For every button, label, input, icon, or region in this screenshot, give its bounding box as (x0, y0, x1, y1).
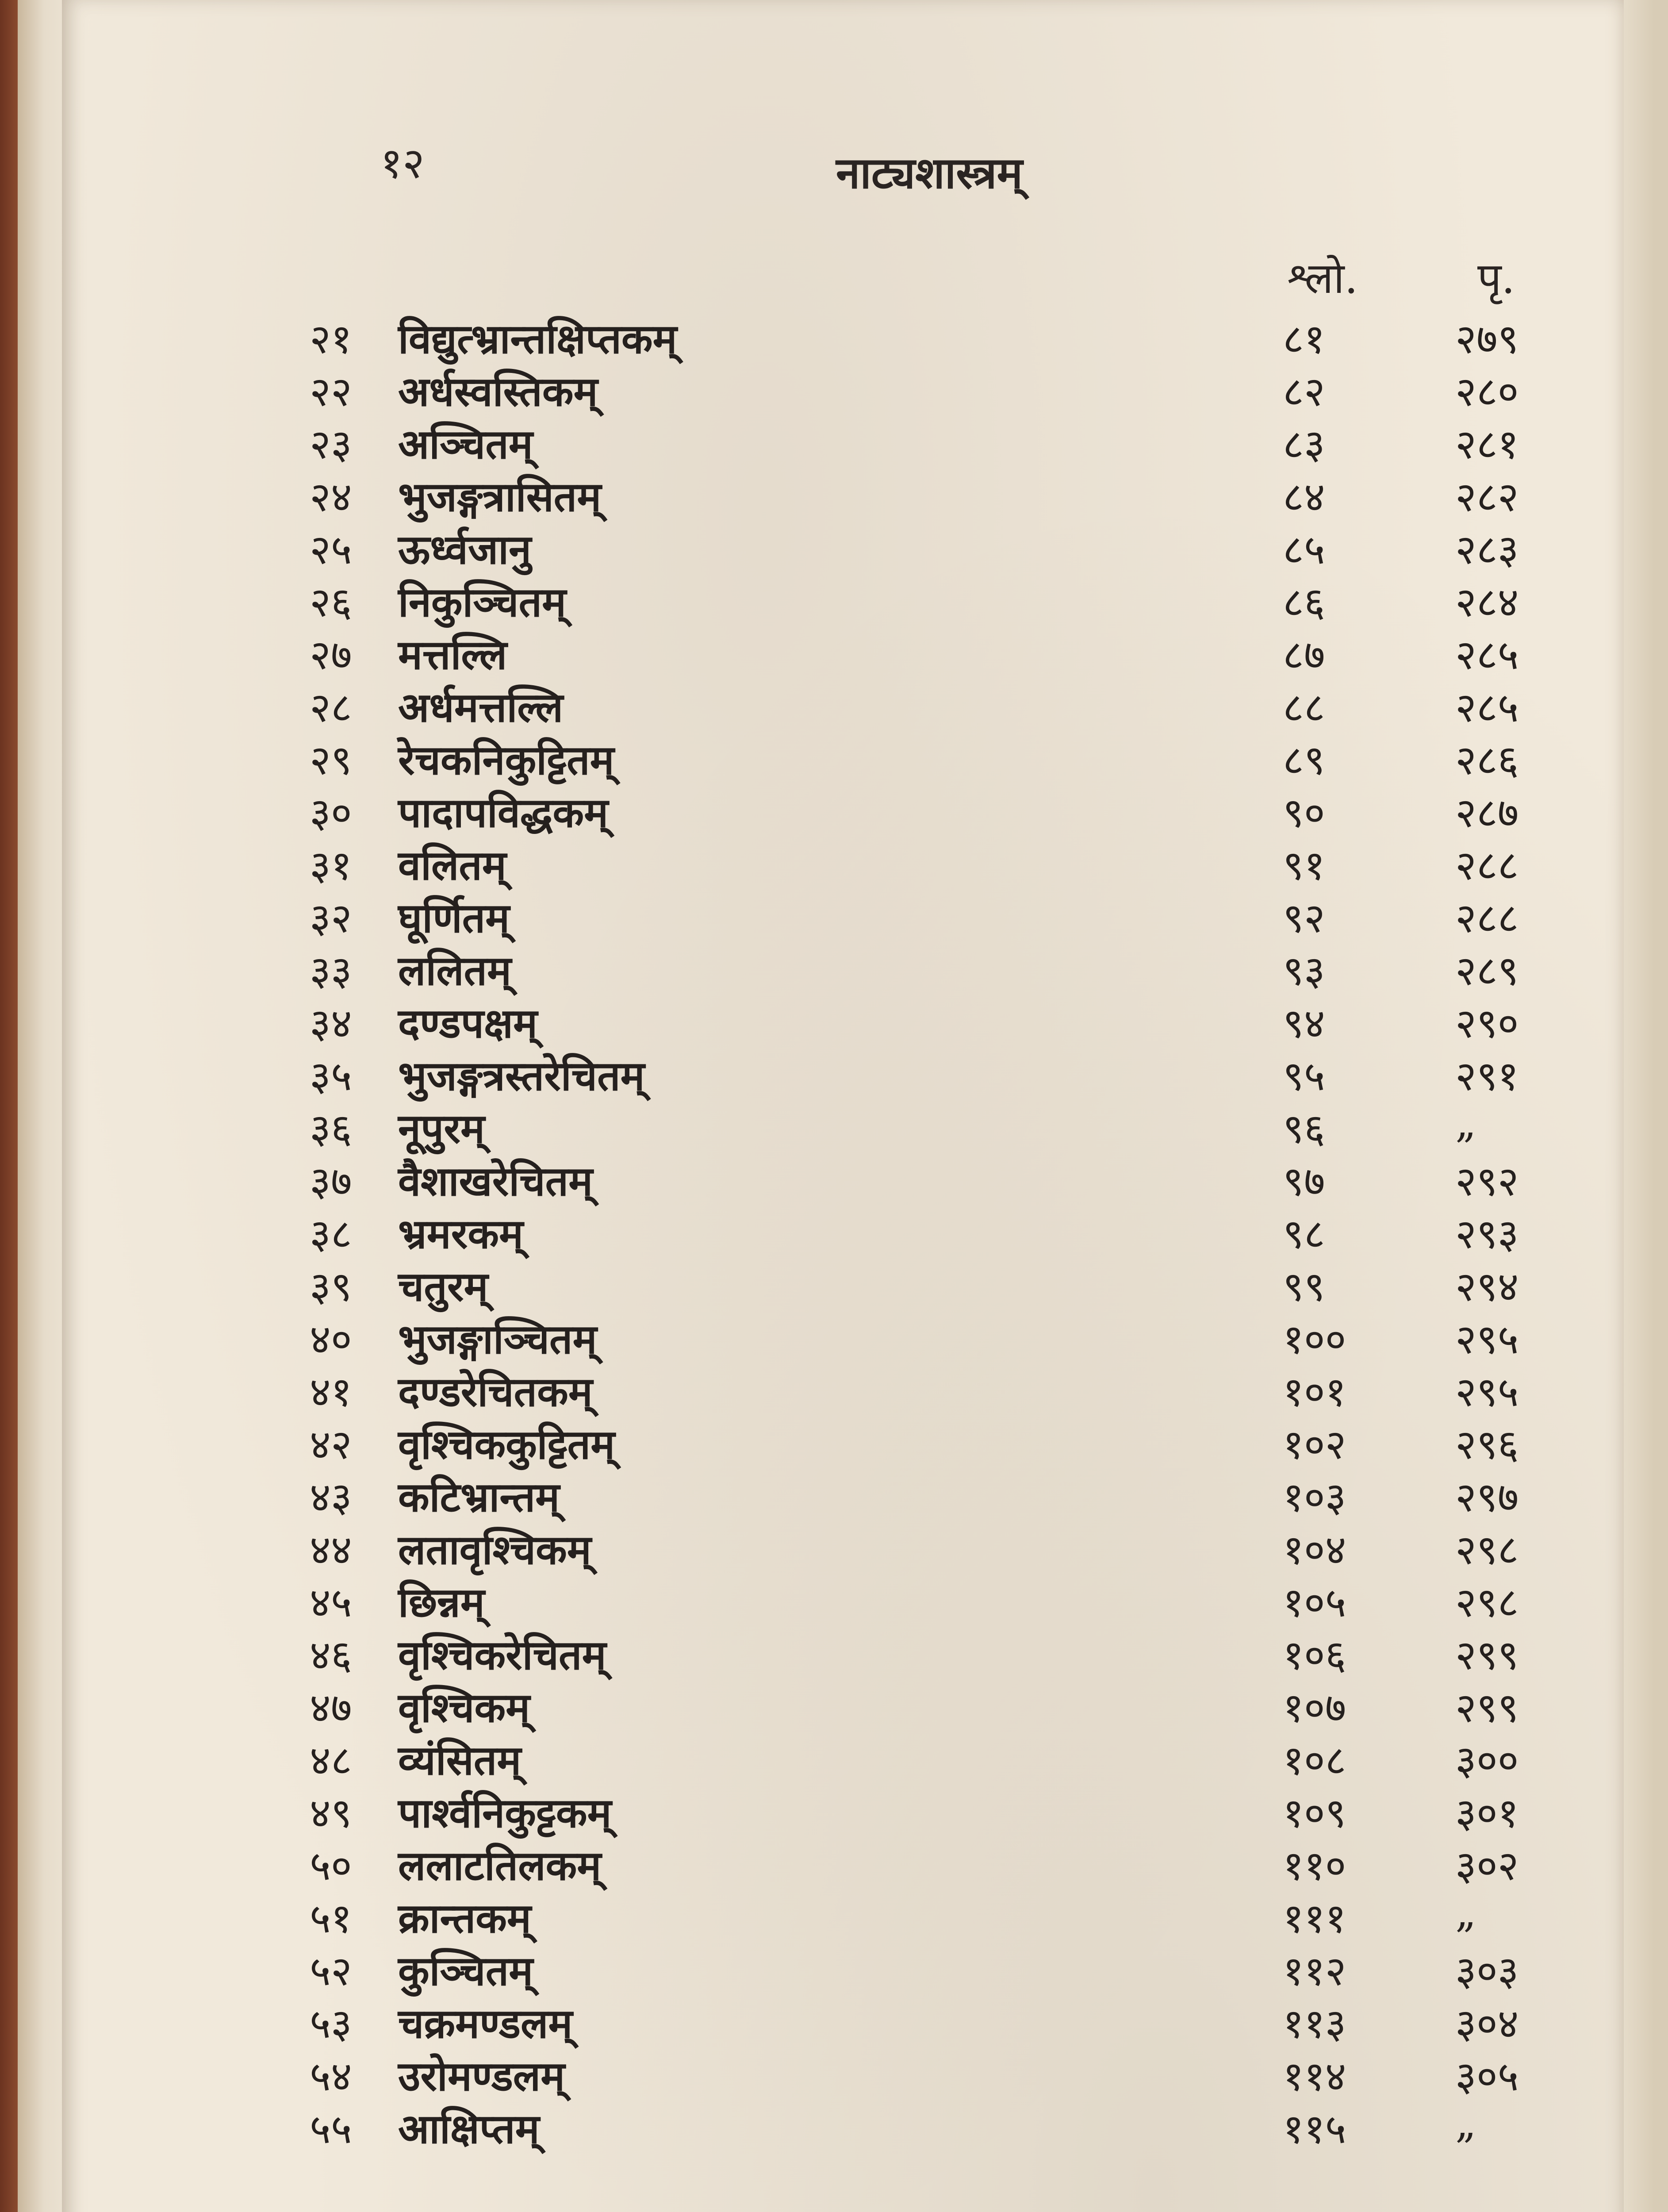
entry-shloka: ११४ (1283, 2053, 1346, 2100)
contents-row (62, 2047, 1624, 2099)
contents-row (62, 1573, 1624, 1625)
entry-shloka: ९० (1283, 789, 1325, 837)
entry-number: ३१ (310, 842, 352, 889)
entry-page: २९८ (1455, 1579, 1519, 1626)
entry-page: ३०२ (1455, 1842, 1519, 1889)
entry-name: ललाटतिलकम् (398, 1842, 602, 1889)
entry-number: ४८ (310, 1737, 352, 1784)
entry-number: ४९ (310, 1790, 352, 1837)
entry-shloka: ८१ (1283, 315, 1325, 363)
contents-row (62, 573, 1624, 625)
entry-shloka: १०२ (1283, 1421, 1346, 1468)
entry-name: दण्डरेचितकम् (398, 1368, 593, 1416)
contents-row (62, 1152, 1624, 1204)
entry-shloka: ११२ (1283, 1947, 1346, 1995)
entry-number: ३६ (310, 1105, 352, 1152)
entry-shloka: ९६ (1283, 1105, 1325, 1152)
entry-page: २९५ (1455, 1368, 1519, 1416)
entry-name: कुञ्चितम् (398, 1947, 533, 1995)
entry-shloka: १०० (1283, 1316, 1346, 1363)
entry-name: वृश्चिकरेचितम् (398, 1631, 606, 1679)
entry-number: ४० (310, 1316, 352, 1363)
contents-row (62, 1415, 1624, 1467)
entry-number: ४४ (310, 1526, 352, 1574)
entry-name: व्यंसितम् (398, 1736, 521, 1784)
contents-row (62, 1889, 1624, 1941)
entry-name: घूर्णितम् (398, 894, 510, 942)
contents-row (62, 415, 1624, 467)
entry-number: ४६ (310, 1632, 352, 1679)
entry-page: २९३ (1455, 1210, 1519, 1258)
entry-name: ललितम् (398, 947, 512, 995)
entry-number: २३ (310, 421, 352, 468)
contents-row (62, 1099, 1624, 1152)
entry-name: पादापविद्धकम् (398, 789, 609, 837)
entry-number: ५४ (310, 2053, 352, 2100)
entry-page: २८२ (1455, 473, 1519, 521)
entry-page: ३०५ (1455, 2053, 1519, 2100)
entry-name: छिन्नम् (398, 1578, 485, 1626)
entry-shloka: ११० (1283, 1842, 1346, 1889)
entry-name: पार्श्वनिकुट्टकम् (398, 1789, 612, 1837)
contents-row (62, 1626, 1624, 1678)
entry-name: क्रान्तकम् (398, 1894, 531, 1942)
entry-number: २१ (310, 315, 352, 363)
contents-row (62, 1731, 1624, 1783)
contents-row (62, 1310, 1624, 1362)
contents-row (62, 731, 1624, 783)
entry-number: ३९ (310, 1263, 352, 1310)
contents-row (62, 2100, 1624, 2152)
entry-name: भुजङ्गत्रस्तरेचितम् (398, 1052, 645, 1100)
entry-number: २९ (310, 737, 352, 784)
entry-name: विद्युत्भ्रान्तक्षिप्तकम् (398, 315, 677, 363)
entry-number: ५१ (310, 1895, 352, 1942)
entry-name: अर्धस्वस्तिकम् (398, 368, 598, 415)
running-title: नाट्यशास्त्रम् (836, 148, 1023, 199)
entry-name: भुजङ्गाञ्चितम् (398, 1315, 597, 1363)
entry-shloka: ९४ (1283, 1000, 1325, 1047)
entry-number: २६ (310, 579, 352, 626)
contents-row (62, 1205, 1624, 1257)
entry-name: अर्धमत्तल्लि (398, 684, 564, 731)
entry-page: ३०३ (1455, 1947, 1519, 1995)
entry-number: ३७ (310, 1158, 352, 1205)
entry-name: दण्डपक्षम् (398, 999, 538, 1047)
entry-name: निकुञ्चितम् (398, 578, 567, 626)
entry-page: „ (1455, 1099, 1476, 1147)
entry-page: „ (1455, 2100, 1476, 2147)
contents-row (62, 889, 1624, 941)
entry-shloka: ९८ (1283, 1210, 1325, 1258)
contents-row (62, 783, 1624, 836)
entry-number: ३० (310, 789, 352, 837)
contents-row (62, 1678, 1624, 1731)
entry-page: २८५ (1455, 631, 1519, 679)
contents-row (62, 941, 1624, 994)
entry-shloka: ८५ (1283, 526, 1325, 573)
entry-page: २८४ (1455, 579, 1519, 626)
contents-row (62, 1836, 1624, 1889)
entry-shloka: १०१ (1283, 1368, 1346, 1416)
entry-shloka: १०४ (1283, 1526, 1346, 1574)
entry-number: ४३ (310, 1474, 352, 1521)
entry-name: वृश्चिककुट्टितम् (398, 1421, 615, 1468)
entry-shloka: ९९ (1283, 1263, 1325, 1310)
entry-number: ३५ (310, 1052, 352, 1100)
entry-page: २९२ (1455, 1158, 1519, 1205)
entry-page: २८८ (1455, 842, 1519, 889)
entry-number: ५० (310, 1842, 352, 1889)
entry-number: २७ (310, 631, 352, 679)
entry-shloka: ९५ (1283, 1052, 1325, 1100)
entry-page: २८१ (1455, 421, 1519, 468)
entry-number: ३२ (310, 895, 352, 942)
entry-shloka: १०९ (1283, 1790, 1346, 1837)
entry-name: चतुरम् (398, 1263, 488, 1310)
entry-name: वृश्चिकम् (398, 1684, 530, 1732)
entry-shloka: ९१ (1283, 842, 1325, 889)
entry-page: २९९ (1455, 1684, 1519, 1732)
entry-number: ५३ (310, 2000, 352, 2047)
contents-row (62, 362, 1624, 415)
entry-name: मत्तल्लि (398, 631, 507, 679)
entry-page: २८८ (1455, 895, 1519, 942)
entry-page: २९५ (1455, 1316, 1519, 1363)
book-page (62, 0, 1624, 2212)
entry-number: २२ (310, 368, 352, 415)
entry-number: ४७ (310, 1684, 352, 1732)
entry-name: उरोमण्डलम् (398, 2052, 565, 2100)
entry-page: २९० (1455, 1000, 1519, 1047)
entry-page: २९८ (1455, 1526, 1519, 1574)
contents-row (62, 1942, 1624, 1994)
entry-page: २९४ (1455, 1263, 1519, 1310)
entry-shloka: ९२ (1283, 895, 1325, 942)
entry-name: वैशाखरेचितम् (398, 1157, 593, 1205)
entry-name: अञ्चितम् (398, 420, 533, 468)
contents-row (62, 310, 1624, 362)
entry-shloka: ८९ (1283, 737, 1325, 784)
entry-name: भुजङ्गत्रासितम् (398, 473, 602, 521)
contents-row (62, 520, 1624, 572)
entry-number: ३३ (310, 947, 352, 995)
entry-page: २९९ (1455, 1632, 1519, 1679)
entry-page: २७९ (1455, 315, 1519, 363)
entry-number: २४ (310, 473, 352, 521)
entry-name: कटिभ्रान्तम् (398, 1473, 560, 1521)
entry-number: ३४ (310, 1000, 352, 1047)
contents-row (62, 1468, 1624, 1520)
contents-row (62, 994, 1624, 1046)
entry-page: ३०० (1455, 1737, 1519, 1784)
entry-page: २९६ (1455, 1421, 1519, 1468)
entry-shloka: १०८ (1283, 1737, 1346, 1784)
entry-name: रेचकनिकुट्टितम् (398, 736, 614, 784)
entry-shloka: १०५ (1283, 1579, 1346, 1626)
entry-shloka: ८२ (1283, 368, 1325, 415)
contents-row (62, 626, 1624, 678)
entry-page: २९७ (1455, 1474, 1519, 1521)
entry-number: २८ (310, 684, 352, 731)
entry-name: आक्षिप्तम् (398, 2105, 540, 2153)
contents-row (62, 1521, 1624, 1573)
entry-shloka: ११३ (1283, 2000, 1346, 2047)
entry-page: ३०१ (1455, 1790, 1519, 1837)
entry-shloka: ९७ (1283, 1158, 1325, 1205)
entry-shloka: १०६ (1283, 1632, 1346, 1679)
entry-shloka: ११५ (1283, 2105, 1346, 2153)
entry-page: २८५ (1455, 684, 1519, 731)
entry-number: ५२ (310, 1947, 352, 1995)
entry-page: २८७ (1455, 789, 1519, 837)
entry-page: २८९ (1455, 947, 1519, 995)
contents-row (62, 836, 1624, 888)
entry-shloka: ८३ (1283, 421, 1325, 468)
contents-row (62, 1363, 1624, 1415)
entry-shloka: १०३ (1283, 1474, 1346, 1521)
entry-page: ३०४ (1455, 2000, 1519, 2047)
entry-name: चक्रमण्डलम् (398, 2000, 573, 2047)
entry-shloka: ८६ (1283, 579, 1325, 626)
entry-page: „ (1455, 1889, 1476, 1936)
entry-name: लतावृश्चिकम् (398, 1526, 591, 1574)
entry-number: ३८ (310, 1210, 352, 1258)
entry-page: २८० (1455, 368, 1519, 415)
entry-name: नूपुरम् (398, 1105, 485, 1152)
entry-shloka: ८४ (1283, 473, 1325, 521)
entry-page: २८३ (1455, 526, 1519, 573)
contents-row (62, 1784, 1624, 1836)
contents-row (62, 1994, 1624, 2047)
contents-row (62, 678, 1624, 730)
contents-row (62, 468, 1624, 520)
entry-shloka: १११ (1283, 1895, 1346, 1942)
entry-number: ४५ (310, 1579, 352, 1626)
entry-page: २८६ (1455, 737, 1519, 784)
entry-shloka: ८७ (1283, 631, 1325, 679)
contents-row (62, 1047, 1624, 1099)
entry-name: वलितम् (398, 841, 506, 889)
entry-name: ऊर्ध्वजानु (398, 526, 532, 573)
entry-page: २९१ (1455, 1052, 1519, 1100)
entry-number: ४२ (310, 1421, 352, 1468)
entry-name: भ्रमरकम् (398, 1210, 523, 1258)
entry-shloka: ८८ (1283, 684, 1325, 731)
entry-shloka: १०७ (1283, 1684, 1346, 1732)
entry-shloka: ९३ (1283, 947, 1325, 995)
entry-number: ५५ (310, 2105, 352, 2153)
entry-number: २५ (310, 526, 352, 573)
column-header-shloka: श्लो. (1287, 253, 1358, 303)
page-number: १२ (380, 138, 425, 188)
column-header-page: पृ. (1477, 253, 1515, 303)
contents-row (62, 1257, 1624, 1310)
entry-number: ४१ (310, 1368, 352, 1416)
